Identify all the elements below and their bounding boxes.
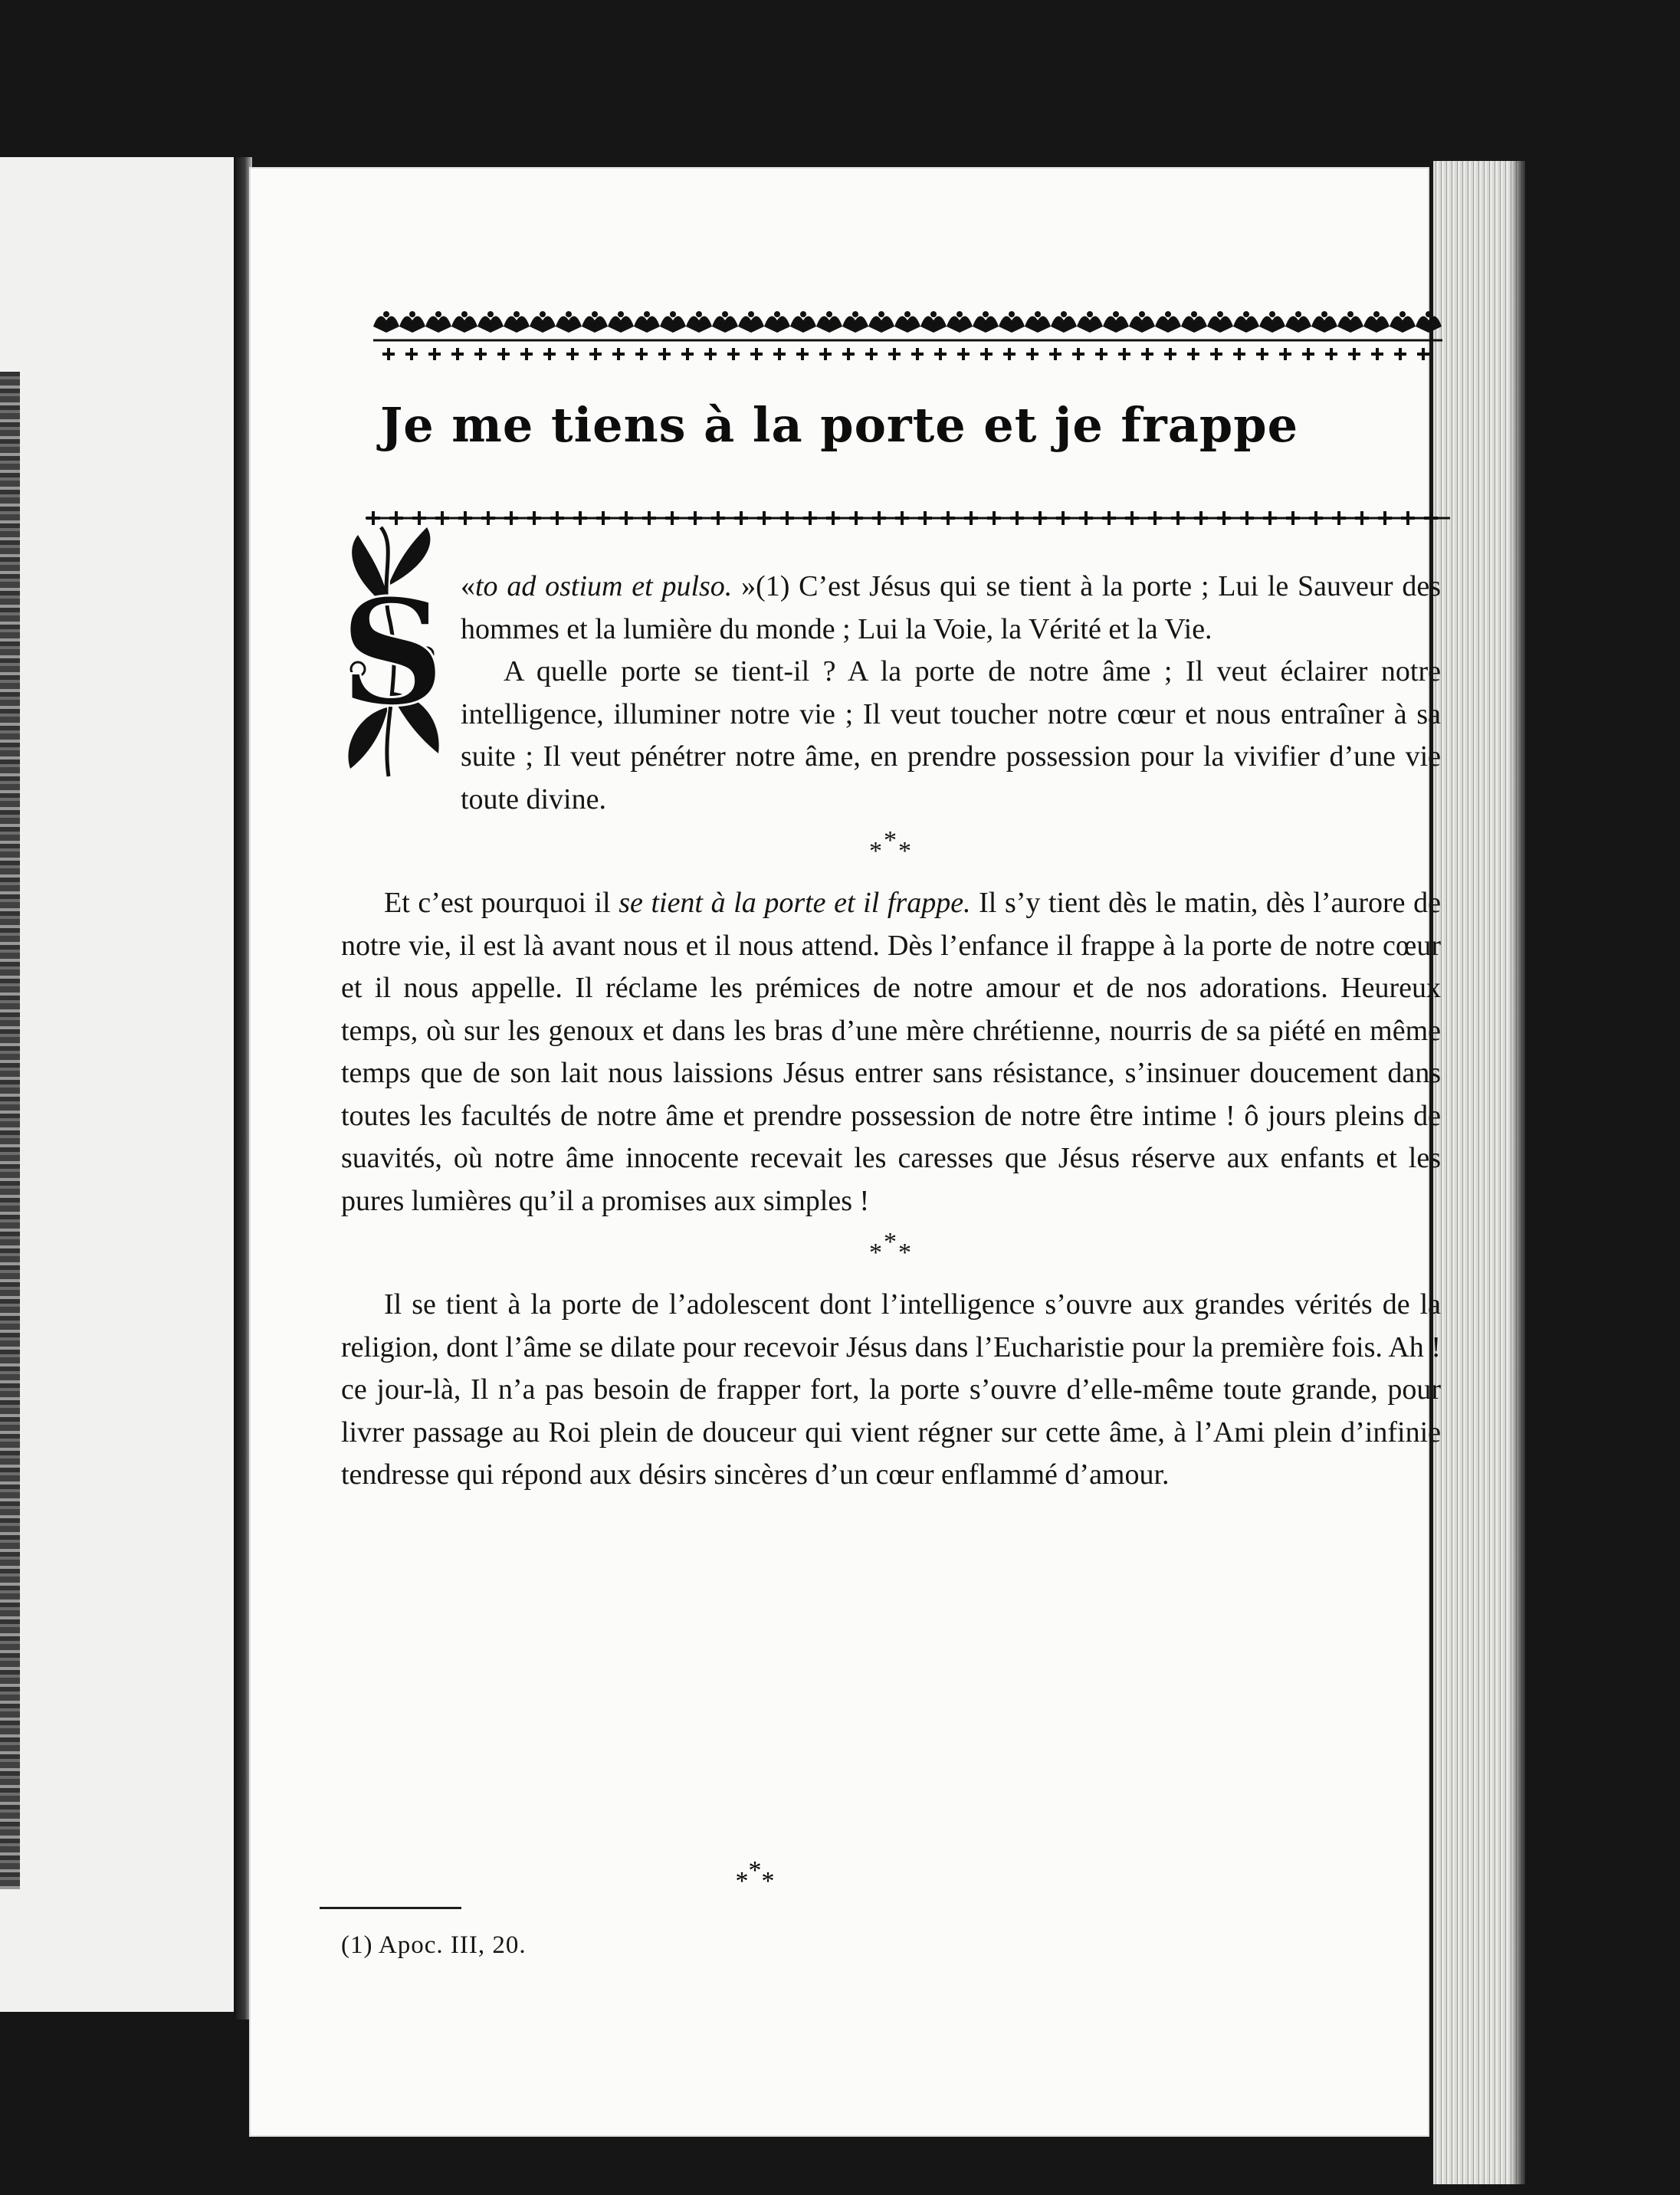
left-page-ornament-bleed	[0, 372, 20, 1889]
header-ornament-top	[358, 303, 1458, 365]
dropcap-letter: S	[340, 567, 445, 738]
paragraph-3-quote: se tient à la porte et il frappe.	[619, 887, 971, 919]
paragraph-1: «to ad ostium et pulso. »(1) C’est Jésus qui se tient à la porte ; Lui le Sauveur des hommes et la lumière du monde ; Lui la Voie, la Vérité et la Vie.	[461, 570, 1441, 645]
paragraph-4: Il se tient à la porte de l’adolescent dont l’intelligence s’ouvre aux grandes vérités de la religion, dont l’âme se dilate pour recevoir Jésus dans l’Eucharistie pour la première fois. Ah ! ce jour-là, Il n’a pas besoin de frapper fort, la porte s’ouvre d’elle-même toute grande, pour livrer passage au Roi plein de douceur qui vient régner sur cette âme, à l’Ami plein d’infinie tendresse qui répond aux désirs sincères d’un cœur enflammé d’amour.	[341, 1288, 1441, 1491]
page-stack-shadow	[1510, 161, 1525, 2184]
left-page	[0, 157, 238, 2012]
paragraph-3: Et c’est pourquoi il se tient à la porte et il frappe. Il s’y tient dès le matin, dès l’aurore de notre vie, il est là avant nous et il nous attend. Dès l’enfance il frappe à la porte de notre cœur et il nous appelle. Il réclame les prémices de notre amour et de nos adorations. Heureux temps, où sur les genoux et dans les bras d’une mère chrétienne, nourris de sa piété en même temps que de son lait nous laissions Jésus entrer sans résistance, s’insinuer doucement dans toutes les facultés de notre âme et prendre possession de notre être intime ! ô jours pleins de suavités, où notre âme innocente recevait les caresses que Jésus réserve aux enfants et les pures lumières qu’il a promises aux simples !	[341, 887, 1441, 1217]
ornamental-dropcap	[335, 523, 450, 784]
paragraph-1-latin: to ad ostium et pulso.	[475, 570, 733, 602]
floral-dropcap-icon	[335, 523, 450, 784]
paragraph-2: A quelle porte se tient-il ? A la porte de notre âme ; Il veut éclairer notre intelligence, illuminer notre vie ; Il veut toucher notre cœur et nous entraîner à sa suite ; Il veut pénétrer notre âme, en prendre possession pour la vivifier d’une vie toute divine.	[461, 655, 1441, 815]
header-ornament-bottom	[358, 503, 1458, 533]
page-stack-edge	[1433, 161, 1525, 2184]
section-separator-1: ***	[869, 826, 913, 865]
section-separator-3: ***	[735, 1856, 775, 1895]
right-page	[249, 167, 1441, 2137]
section-separator-2: ***	[869, 1228, 913, 1267]
chapter-title: Je me tiens à la porte et je frappe	[379, 397, 1299, 453]
footnote: (1) Apoc. III, 20.	[341, 1931, 527, 1959]
paragraph-1-text: »(1) C’est Jésus qui se tient à la porte ; Lui le Sauveur des hommes et la lumière du monde ; Lui la Voie, la Vérité et la Vie.	[461, 570, 1441, 645]
body-text	[341, 566, 1441, 1497]
footnote-rule	[320, 1907, 461, 1909]
